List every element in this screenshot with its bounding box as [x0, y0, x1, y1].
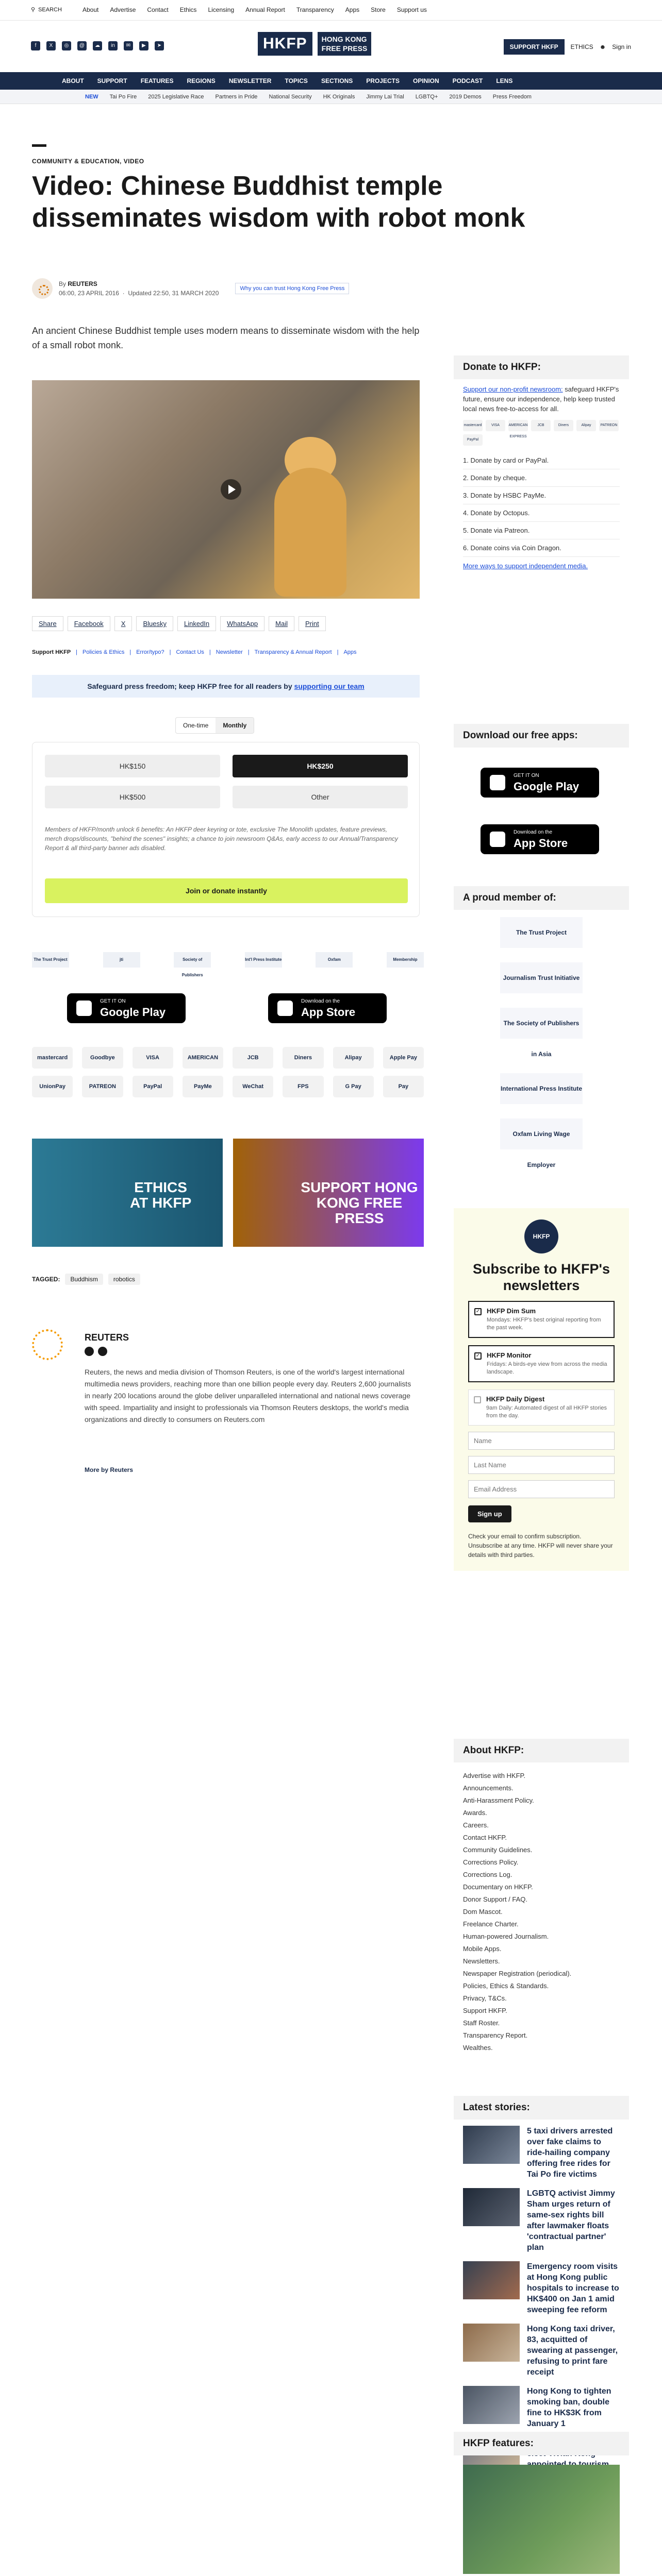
partner-logo[interactable]: jti — [103, 952, 140, 968]
sidebar-title: HKFP features: — [454, 2432, 629, 2455]
more-ways-link[interactable]: More ways to support independent media. — [463, 562, 588, 570]
newsletter-signup — [454, 1208, 629, 1571]
top-link-support[interactable]: Support us — [396, 6, 427, 13]
partner-logo[interactable]: The Trust Project — [32, 952, 69, 968]
partner-logos — [32, 952, 424, 977]
sidebar-apps — [454, 724, 629, 748]
about-link[interactable]: Announcements. — [463, 1784, 514, 1792]
footer-link[interactable]: Transparency & Annual Report — [254, 649, 332, 655]
about-link[interactable]: Wealthes. — [463, 2044, 493, 2052]
top-link-licensing[interactable]: Licensing — [208, 6, 235, 13]
top-link-about[interactable]: About — [82, 6, 99, 13]
donate-method[interactable]: 4. Donate by Octopus. — [463, 504, 620, 522]
checkbox-checked-icon[interactable]: ✓ — [474, 1352, 482, 1360]
member-logo[interactable]: Oxfam Living Wage Employer — [500, 1118, 583, 1149]
author-avatar — [32, 278, 53, 299]
payment-methods — [32, 1047, 424, 1097]
sidebar-donate: Donate to HKFP: Support our non-profit newsroom: safeguard HKFP's future, ensure our independence, help keep trusted local news free-to-access for all. mastercard VISA AMERICAN EXPRESS JCB Diners Alipay PATREON PayPal 1. Donate by card or PayPal. 2. Donate by cheque. 3. Donate by HSBC PayMe. 4. Donate by Octopus. 5. Donate via Patreon. 6. Donate coins via Coin Dragon. More ways to support independent media. — [454, 355, 629, 575]
footer-link[interactable]: Contact Us — [176, 649, 204, 655]
about-link[interactable]: Corrections Policy. — [463, 1858, 519, 1866]
sidebar-latest — [454, 2096, 629, 2483]
join-donate-button[interactable]: Join or donate instantly — [45, 878, 408, 903]
share-button[interactable]: Share — [32, 616, 63, 631]
top-bar — [0, 0, 662, 21]
x-icon[interactable]: X — [46, 41, 56, 50]
donate-methods — [454, 452, 629, 557]
payment-icon: UnionPay — [32, 1076, 73, 1097]
monthly-tab[interactable]: Monthly — [216, 718, 254, 733]
ethics-link[interactable]: ETHICS — [570, 43, 593, 50]
latest-story[interactable]: Hong Kong to tighten smoking ban, double fine to HK$3K from January 1 — [454, 2380, 629, 2431]
trending-nav — [0, 90, 662, 104]
sidebar-title: Donate to HKFP: — [454, 355, 629, 379]
author-link[interactable]: REUTERS — [68, 280, 97, 287]
payment-icon: WeChat — [233, 1076, 273, 1097]
footer-link[interactable]: Apps — [343, 649, 357, 655]
name-field[interactable] — [468, 1432, 615, 1450]
donate-method[interactable]: 1. Donate by card or PayPal. — [463, 452, 620, 469]
feature-image — [463, 2465, 620, 2574]
share-whatsapp[interactable]: WhatsApp — [220, 616, 264, 631]
footer-link[interactable]: Error/typo? — [136, 649, 164, 655]
facebook-icon[interactable]: f — [31, 41, 40, 50]
trending-item[interactable]: Press Freedom — [492, 94, 532, 100]
checkbox-checked-icon[interactable]: ✓ — [474, 1308, 482, 1315]
story-thumbnail — [463, 2261, 520, 2299]
bluesky-icon[interactable]: ☁ — [93, 41, 102, 50]
apple-icon — [277, 1001, 293, 1016]
share-bluesky[interactable]: Bluesky — [136, 616, 173, 631]
threads-icon[interactable]: @ — [77, 41, 87, 50]
trending-item[interactable]: 2025 Legislative Race — [148, 94, 204, 100]
top-link-apps[interactable]: Apps — [345, 6, 360, 13]
donate-method[interactable]: 5. Donate via Patreon. — [463, 522, 620, 539]
about-link[interactable]: Newspaper Registration (periodical). — [463, 1970, 572, 1977]
search-icon: ⚲ — [31, 7, 36, 13]
article-lede: An ancient Chinese Buddhist temple uses modern means to disseminate wisdom with the help of a small robot monk. — [32, 326, 420, 350]
share-bar — [32, 616, 326, 631]
apple-icon — [490, 832, 505, 847]
trending-item[interactable]: Jimmy Lai Trial — [366, 94, 404, 100]
masthead-actions — [504, 39, 631, 55]
about-link[interactable]: Careers. — [463, 1821, 489, 1829]
sidebar-title: About HKFP: — [454, 1739, 629, 1762]
payment-icon: Diners — [283, 1047, 323, 1069]
linkedin-icon[interactable]: in — [108, 41, 118, 50]
byline — [32, 278, 349, 299]
checkbox-icon[interactable] — [474, 1396, 481, 1403]
article-title: Video: Chinese Buddhist temple disseminates wisdom with robot monk — [32, 171, 525, 233]
google-play-icon — [76, 1001, 92, 1016]
latest-story[interactable]: 5 taxi drivers arrested over fake claims to ride-hailing company offering free rides for Tai Po fire victims — [454, 2120, 629, 2182]
sidebar-features — [454, 2432, 629, 2576]
new-badge: NEW — [85, 94, 98, 100]
hkfp-badge-icon: HKFP — [524, 1219, 558, 1253]
newsletter-fine-print: Check your email to confirm subscription. Unsubscribe at any time. HKFP will never share your details with third parties. — [468, 1533, 613, 1558]
payment-icon: VISA — [133, 1047, 173, 1069]
instagram-icon[interactable]: ◎ — [62, 41, 71, 50]
payment-icon: PATREON — [82, 1076, 123, 1097]
payment-icon: PayMe — [183, 1076, 223, 1097]
one-time-tab[interactable]: One-time — [183, 722, 209, 729]
trending-item[interactable]: LGBTQ+ — [415, 94, 438, 100]
payment-icon: Apple Pay — [383, 1047, 424, 1069]
about-link[interactable]: Documentary on HKFP. — [463, 1883, 533, 1891]
share-x[interactable]: X — [114, 616, 133, 631]
about-link[interactable]: Dom Mascot. — [463, 1908, 503, 1916]
sidebar-title: Download our free apps: — [454, 724, 629, 748]
app-store-button[interactable]: Download on the App Store — [268, 993, 387, 1023]
member-logo[interactable]: The Trust Project — [500, 917, 583, 948]
member-logo[interactable]: The Society of Publishers in Asia — [500, 1008, 583, 1039]
donate-promo-link[interactable]: Support our non-profit newsroom: — [463, 385, 563, 393]
robot-monk-body — [274, 468, 346, 597]
author-bio: Reuters, the news and media division of Thomson Reuters, is one of the world's largest international multimedia news providers, reaching more than one billion people every day. Reuters 2,600 journalists in nearly 200 locations around the globe deliver unparalleled international and national news coverage with speed. Impartiality and insight to professionals via Thomson Reuters desktops, the world's media organizations and directly to consumers on Reuters.com — [85, 1368, 411, 1423]
payment-icon: mastercard — [32, 1047, 73, 1069]
newsletter-option-dim-sum[interactable]: ✓ HKFP Dim Sum Mondays: HKFP's best original reporting from the past week. — [468, 1301, 615, 1338]
payment-icon: Pay — [383, 1076, 424, 1097]
sidebar-payment-icons: mastercard VISA AMERICAN EXPRESS JCB Diners Alipay PATREON PayPal — [454, 414, 629, 452]
share-print[interactable]: Print — [299, 616, 326, 631]
about-link[interactable]: Human-powered Journalism. — [463, 1933, 549, 1940]
sidebar-app-store[interactable]: Download on the App Store — [481, 824, 599, 854]
payment-icon: Alipay — [333, 1047, 374, 1069]
latest-story[interactable]: Hong Kong taxi driver, 83, acquitted of swearing at passenger, refusing to print fare receipt — [454, 2317, 629, 2380]
x-icon[interactable] — [98, 1347, 107, 1356]
story-thumbnail — [463, 2324, 520, 2362]
about-link[interactable]: Transparency Report. — [463, 2031, 528, 2039]
title-rule — [32, 144, 46, 147]
about-list — [454, 1762, 629, 2061]
youtube-icon[interactable]: ▶ — [139, 41, 148, 50]
about-link[interactable]: Corrections Log. — [463, 1871, 512, 1878]
newsletter-option-monitor[interactable]: ✓ HKFP Monitor Fridays: A birds-eye view from across the media landscape. — [468, 1345, 615, 1382]
story-thumbnail — [463, 2126, 520, 2164]
nav-projects[interactable]: PROJECTS — [366, 77, 400, 84]
article-category[interactable]: COMMUNITY & EDUCATION, VIDEO — [32, 158, 144, 165]
more-by-author-link[interactable]: More by Reuters — [85, 1466, 134, 1473]
feature-story[interactable] — [454, 2455, 629, 2576]
support-team-link[interactable]: supporting our team — [294, 682, 365, 690]
sidebar-title: Latest stories: — [454, 2096, 629, 2120]
latest-story[interactable]: Emergency room visits at Hong Kong public hospitals to increase to HK$400 on Jan 1 amid sweeping fee reform — [454, 2255, 629, 2317]
payment-icon: FPS — [283, 1076, 323, 1097]
payment-icon: Goodbye — [82, 1047, 123, 1069]
signin-link[interactable]: Sign in — [612, 43, 631, 50]
payment-icon: AMERICAN — [183, 1047, 223, 1069]
amount-option[interactable]: HK$500 — [45, 786, 220, 808]
sidebar-about — [454, 1739, 629, 2061]
last-name-field[interactable] — [468, 1456, 615, 1474]
sidebar-title: A proud member of: — [454, 886, 629, 910]
updated-date: Updated 22:50, 31 MARCH 2020 — [128, 290, 219, 297]
trending-item[interactable]: HK Originals — [323, 94, 355, 100]
about-link[interactable]: Community Guidelines. — [463, 1846, 533, 1854]
tag-link[interactable]: robotics — [108, 1274, 140, 1285]
nav-features[interactable]: FEATURES — [140, 77, 174, 84]
donate-method[interactable]: 3. Donate by HSBC PayMe. — [463, 487, 620, 504]
logo-text: HONG KONG FREE PRESS — [318, 32, 372, 56]
email-field[interactable] — [468, 1480, 615, 1498]
top-link-advertise[interactable]: Advertise — [110, 6, 136, 13]
author-name[interactable]: REUTERS — [85, 1332, 129, 1343]
nav-lens[interactable]: LENS — [496, 77, 513, 84]
member-logo[interactable]: International Press Institute — [500, 1073, 583, 1104]
footer-link[interactable]: Policies & Ethics — [82, 649, 125, 655]
about-link[interactable]: Anti-Harassment Policy. — [463, 1797, 534, 1804]
support-hkfp-button[interactable]: SUPPORT HKFP — [504, 39, 565, 55]
sidebar-members — [454, 886, 629, 1177]
trending-item[interactable]: Partners in Pride — [215, 94, 258, 100]
payment-icon: PayPal — [133, 1076, 173, 1097]
play-icon[interactable] — [221, 479, 241, 500]
share-mail[interactable]: Mail — [269, 616, 294, 631]
footer-link[interactable]: Support HKFP — [32, 649, 71, 655]
nav-podcast[interactable]: PODCAST — [452, 77, 483, 84]
sidebar-google-play[interactable]: GET IT ON Google Play — [481, 768, 599, 798]
amount-option[interactable]: HK$150 — [45, 755, 220, 777]
latest-story[interactable]: LGBTQ activist Jimmy Sham urges return of same-sex rights bill after lawmaker floats 'contractual partner' plan — [454, 2182, 629, 2255]
trending-item[interactable]: 2019 Demos — [449, 94, 482, 100]
about-link[interactable]: Contact HKFP. — [463, 1834, 507, 1841]
amount-option-selected[interactable]: HK$250 — [233, 755, 408, 777]
main-nav — [0, 72, 662, 90]
benefits-text: Members of HKFP/month unlock 6 benefits: An HKFP deer keyring or tote, exclusive The Monolith updates, feature previews, merch drops/discounts, "behind the scenes" insights; a chance to join newsroom Q&As, early access to our Annual/Transparency Report & all third-party banner ads disabled. — [45, 826, 398, 852]
donation-frequency-toggle — [175, 717, 254, 734]
top-link-ethics[interactable]: Ethics — [179, 6, 197, 13]
top-link-contact[interactable]: Contact — [147, 6, 169, 13]
tag-link[interactable]: Buddhism — [65, 1274, 103, 1285]
nav-sections[interactable]: SECTIONS — [321, 77, 353, 84]
search-button[interactable]: ⚲ SEARCH — [31, 6, 62, 13]
tags: TAGGED: Buddhism robotics — [32, 1274, 140, 1285]
nav-regions[interactable]: REGIONS — [187, 77, 216, 84]
support-promo[interactable]: SUPPORT HONG KONG FREE PRESS — [233, 1139, 424, 1247]
google-play-button[interactable]: GET IT ON Google Play — [67, 993, 186, 1023]
trending-item[interactable]: Tai Po Fire — [109, 94, 137, 100]
about-link[interactable]: Policies, Ethics & Standards. — [463, 1982, 549, 1990]
social-icons — [31, 41, 164, 50]
mail-icon[interactable]: ✉ — [124, 41, 133, 50]
about-link[interactable]: Awards. — [463, 1809, 487, 1817]
donate-method[interactable]: 2. Donate by cheque. — [463, 469, 620, 487]
amount-option-other[interactable]: Other — [233, 786, 408, 808]
reuters-logo — [32, 1329, 63, 1360]
nav-opinion[interactable]: OPINION — [412, 77, 439, 84]
story-thumbnail — [463, 2188, 520, 2226]
about-link[interactable]: Privacy, T&Cs. — [463, 1994, 507, 2002]
support-banner: Safeguard press freedom; keep HKFP free for all readers by supporting our team — [32, 675, 420, 698]
ethics-promo[interactable]: ETHICS AT HKFP — [32, 1139, 223, 1247]
top-link-annual-report[interactable]: Annual Report — [245, 6, 285, 13]
about-link[interactable]: Support HKFP. — [463, 2007, 507, 2014]
partner-logo[interactable]: Membership — [387, 952, 424, 968]
share-facebook[interactable]: Facebook — [68, 616, 110, 631]
trust-link[interactable]: Why you can trust Hong Kong Free Press — [235, 283, 349, 294]
top-link-store[interactable]: Store — [371, 6, 386, 13]
user-icon[interactable]: ☻ — [599, 43, 606, 50]
masthead — [0, 21, 662, 72]
trending-item[interactable]: National Security — [269, 94, 312, 100]
top-links — [82, 6, 427, 13]
about-link[interactable]: Mobile Apps. — [463, 1945, 502, 1953]
video-player[interactable] — [32, 380, 420, 599]
site-logo[interactable] — [258, 32, 371, 56]
donate-method[interactable]: 6. Donate coins via Coin Dragon. — [463, 539, 620, 557]
partner-logo[interactable]: Society of Publishers — [174, 952, 211, 968]
about-link[interactable]: Donor Support / FAQ. — [463, 1895, 528, 1903]
share-linkedin[interactable]: LinkedIn — [177, 616, 216, 631]
nav-about[interactable]: ABOUT — [62, 77, 84, 84]
nav-newsletter[interactable]: NEWSLETTER — [228, 77, 272, 84]
nav-support[interactable]: SUPPORT — [97, 77, 127, 84]
payment-icon: JCB — [233, 1047, 273, 1069]
newsletter-option-daily-digest[interactable]: HKFP Daily Digest 9am Daily: Automated digest of all HKFP stories from the day. — [468, 1389, 615, 1426]
partner-logo[interactable]: Oxfam — [316, 952, 353, 968]
partner-logo[interactable]: Int'l Press Institute — [245, 952, 282, 968]
logo-mark: HKFP — [258, 32, 312, 56]
telegram-icon[interactable]: ➤ — [155, 41, 164, 50]
footer-link[interactable]: Newsletter — [216, 649, 243, 655]
donation-widget — [32, 742, 420, 917]
nav-topics[interactable]: TOPICS — [285, 77, 308, 84]
byline-meta: By REUTERS 06:00, 23 APRIL 2016 · Updated 22:50, 31 MARCH 2020 — [59, 280, 219, 297]
member-logo[interactable]: Journalism Trust Initiative — [500, 962, 583, 993]
signup-button[interactable]: Sign up — [468, 1505, 511, 1522]
newsletter-title: Subscribe to HKFP's newsletters — [473, 1261, 610, 1293]
about-link[interactable]: Advertise with HKFP. — [463, 1772, 526, 1780]
story-thumbnail — [463, 2386, 520, 2424]
top-link-transparency[interactable]: Transparency — [296, 6, 334, 13]
about-link[interactable]: Freelance Charter. — [463, 1920, 519, 1928]
google-play-icon — [490, 775, 505, 790]
about-link[interactable]: Staff Roster. — [463, 2019, 500, 2027]
article-footer-links: Support HKFP | Policies & Ethics | Error/typo? | Contact Us | Newsletter | Transparency & Annual Report | Apps — [32, 649, 357, 655]
facebook-icon[interactable] — [85, 1347, 94, 1356]
about-link[interactable]: Newsletters. — [463, 1957, 500, 1965]
publish-date: 06:00, 23 APRIL 2016 — [59, 290, 119, 297]
payment-icon: G Pay — [333, 1076, 374, 1097]
